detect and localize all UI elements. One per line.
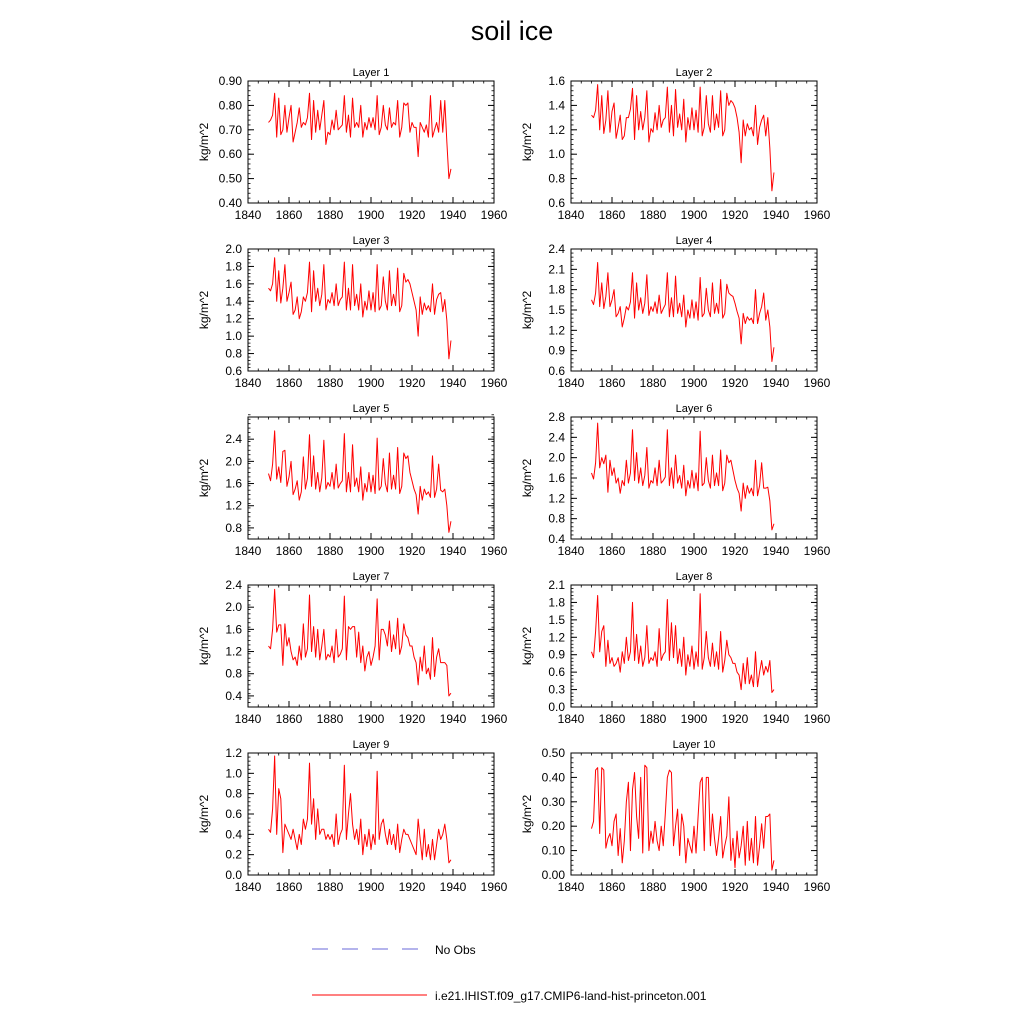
y-axis-label: kg/m^2 [197,794,211,834]
y-tick-label: 1.2 [225,498,242,513]
x-tick-label: 1840 [234,208,262,222]
x-tick-label: 1880 [639,712,667,726]
panel-title: Layer 5 [352,403,390,415]
panel-layer-10 [520,739,831,894]
legend [312,943,707,1003]
x-tick-label: 1920 [721,376,749,390]
panel-title: Layer 4 [675,235,713,247]
x-tick-label: 1900 [680,376,708,390]
y-tick-label: 1.4 [225,294,242,309]
x-tick-label: 1960 [803,208,831,222]
y-tick-label: 2.1 [548,262,565,277]
y-tick-label: 1.8 [225,259,242,274]
x-tick-label: 1840 [557,880,585,894]
y-tick-label: 0.9 [548,343,565,358]
series-line [592,765,774,870]
x-tick-label: 1920 [398,712,426,726]
panel-title: Layer 7 [352,571,390,583]
y-tick-label: 0.10 [541,843,565,858]
y-tick-label: 1.5 [548,612,565,627]
panel-layer-3 [197,235,508,390]
y-tick-label: 1.5 [548,303,565,317]
x-tick-label: 1960 [480,208,508,222]
y-tick-label: 1.8 [548,282,565,297]
y-axis-label: kg/m^2 [197,626,211,666]
y-tick-label: 1.2 [225,644,242,659]
x-tick-label: 1940 [439,712,467,726]
y-tick-label: 0.8 [548,511,565,526]
panel-frame [248,585,494,707]
y-axis-label: kg/m^2 [197,458,211,498]
y-tick-label: 0.4 [225,827,242,842]
y-tick-label: 0.6 [225,807,242,821]
main-title: soil ice [470,16,554,46]
series-line [592,594,774,693]
x-tick-label: 1840 [234,544,262,558]
y-tick-label: 0.8 [225,666,242,681]
y-tick-label: 2.4 [548,242,565,256]
panel-frame [248,81,494,203]
x-tick-label: 1840 [557,376,585,390]
y-tick-label: 2.0 [225,600,242,615]
y-tick-label: 0.8 [225,520,242,535]
x-tick-label: 1900 [680,712,708,726]
y-tick-label: 0.0 [225,868,242,882]
panel-layer-1 [197,67,508,222]
panel-layer-6 [520,403,831,558]
x-tick-label: 1880 [639,544,667,558]
x-tick-label: 1920 [398,376,426,390]
x-tick-label: 1960 [803,544,831,558]
y-axis-label: kg/m^2 [520,122,534,162]
y-tick-label: 0.40 [541,770,565,785]
panel-title: Layer 8 [675,571,713,583]
panel-layer-9 [197,739,508,894]
y-axis-label: kg/m^2 [520,290,534,330]
y-tick-label: 2.0 [225,454,242,469]
x-tick-label: 1860 [275,880,303,894]
x-tick-label: 1920 [398,880,426,894]
y-tick-label: 1.6 [548,74,565,88]
x-tick-label: 1860 [598,880,626,894]
y-tick-label: 0.80 [218,98,242,113]
x-tick-label: 1940 [762,208,790,222]
y-tick-label: 1.6 [225,476,242,491]
x-tick-label: 1900 [680,544,708,558]
x-tick-label: 1860 [598,544,626,558]
x-tick-label: 1880 [316,376,344,390]
y-tick-label: 0.4 [225,688,242,703]
x-tick-label: 1840 [557,544,585,558]
x-tick-label: 1880 [316,208,344,222]
y-tick-label: 1.8 [548,595,565,610]
x-tick-label: 1920 [721,880,749,894]
x-tick-label: 1960 [480,376,508,390]
y-tick-label: 1.2 [548,122,565,137]
y-tick-label: 2.8 [548,410,565,424]
x-tick-label: 1860 [598,376,626,390]
y-tick-label: 0.50 [218,171,242,186]
x-tick-label: 1940 [762,376,790,390]
x-tick-label: 1940 [439,376,467,390]
y-axis-label: kg/m^2 [197,290,211,330]
x-tick-label: 1940 [439,880,467,894]
x-tick-label: 1860 [598,712,626,726]
y-tick-label: 1.2 [225,311,242,326]
y-tick-label: 0.9 [548,647,565,662]
panel-layer-5 [197,403,508,558]
panel-title: Layer 2 [675,67,713,79]
x-tick-label: 1860 [275,712,303,726]
x-tick-label: 1940 [762,544,790,558]
y-axis-label: kg/m^2 [520,794,534,834]
x-tick-label: 1960 [803,712,831,726]
x-tick-label: 1960 [480,712,508,726]
y-tick-label: 0.3 [548,682,565,697]
y-tick-label: 0.0 [548,700,565,714]
x-tick-label: 1860 [275,208,303,222]
x-tick-label: 1940 [762,880,790,894]
panel-title: Layer 6 [675,403,713,415]
y-tick-label: 0.6 [548,196,565,210]
panel-title: Layer 10 [672,739,716,751]
y-tick-label: 0.90 [218,74,242,88]
x-tick-label: 1840 [234,712,262,726]
y-tick-label: 0.8 [225,346,242,361]
panel-title: Layer 1 [352,67,390,79]
y-tick-label: 0.60 [218,147,242,162]
y-tick-label: 0.70 [218,122,242,137]
y-tick-label: 1.0 [225,766,242,781]
panel-title: Layer 9 [352,739,390,751]
x-tick-label: 1880 [639,880,667,894]
series-line [269,258,451,359]
x-tick-label: 1840 [557,208,585,222]
x-tick-label: 1900 [357,712,385,726]
x-tick-label: 1960 [480,544,508,558]
y-tick-label: 1.0 [548,147,565,162]
x-tick-label: 1960 [480,880,508,894]
x-tick-label: 1880 [639,376,667,390]
y-axis-label: kg/m^2 [197,122,211,162]
panel-title: Layer 3 [352,235,390,247]
y-tick-label: 1.2 [548,323,565,338]
series-line [592,263,774,362]
y-tick-label: 2.4 [225,432,242,447]
series-line [269,93,451,178]
y-tick-label: 0.40 [218,196,242,210]
x-tick-label: 1860 [598,208,626,222]
x-tick-label: 1920 [398,544,426,558]
y-tick-label: 1.2 [225,746,242,760]
legend-model-label: i.e21.IHIST.f09_g17.CMIP6-land-hist-princeton.001 [435,989,707,1003]
x-tick-label: 1840 [234,880,262,894]
panel-layer-8 [520,571,831,726]
x-tick-label: 1880 [639,208,667,222]
series-line [269,431,451,532]
series-line [592,423,774,530]
x-tick-label: 1900 [357,208,385,222]
y-tick-label: 1.0 [225,329,242,344]
x-tick-label: 1900 [357,544,385,558]
y-tick-label: 2.0 [548,450,565,465]
x-tick-label: 1900 [357,376,385,390]
y-tick-label: 2.4 [225,578,242,592]
y-tick-label: 0.00 [541,868,565,882]
x-tick-label: 1940 [762,712,790,726]
y-tick-label: 0.6 [548,665,565,680]
series-line [592,85,774,191]
y-tick-label: 0.30 [541,794,565,809]
x-tick-label: 1880 [316,712,344,726]
x-tick-label: 1960 [803,880,831,894]
x-tick-label: 1900 [680,208,708,222]
panel-layer-2 [520,67,831,222]
x-tick-label: 1860 [275,376,303,390]
x-tick-label: 1860 [275,544,303,558]
series-line [269,756,451,863]
y-tick-label: 0.6 [225,364,242,378]
y-tick-label: 2.1 [548,578,565,592]
y-tick-label: 0.20 [541,819,565,834]
panel-frame [248,753,494,875]
panel-frame [571,249,817,371]
x-tick-label: 1920 [721,208,749,222]
y-tick-label: 1.6 [548,471,565,485]
y-tick-label: 2.4 [548,430,565,445]
y-tick-label: 0.2 [225,847,242,862]
y-tick-label: 0.6 [548,364,565,378]
x-tick-label: 1840 [234,376,262,390]
x-tick-label: 1940 [439,208,467,222]
y-tick-label: 1.2 [548,491,565,506]
panel-frame [571,417,817,539]
panel-layer-4 [520,235,831,390]
y-tick-label: 0.8 [225,786,242,801]
x-tick-label: 1940 [439,544,467,558]
x-tick-label: 1920 [721,544,749,558]
y-axis-label: kg/m^2 [520,458,534,498]
x-tick-label: 1880 [316,880,344,894]
y-tick-label: 0.8 [548,171,565,186]
y-tick-label: 0.50 [541,746,565,760]
y-tick-label: 1.4 [548,98,565,113]
x-tick-label: 1880 [316,544,344,558]
x-tick-label: 1900 [680,880,708,894]
y-axis-label: kg/m^2 [520,626,534,666]
x-tick-label: 1900 [357,880,385,894]
y-tick-label: 0.4 [548,532,565,546]
y-tick-label: 2.0 [225,242,242,256]
panel-frame [571,753,817,875]
y-tick-label: 1.2 [548,630,565,645]
y-tick-label: 1.6 [225,622,242,637]
y-tick-label: 1.6 [225,276,242,291]
legend-obs-label: No Obs [435,943,476,957]
panel-layer-7 [197,571,508,726]
x-tick-label: 1920 [398,208,426,222]
x-tick-label: 1920 [721,712,749,726]
panel-frame [248,417,494,539]
x-tick-label: 1960 [803,376,831,390]
series-line [269,589,451,695]
x-tick-label: 1840 [557,712,585,726]
